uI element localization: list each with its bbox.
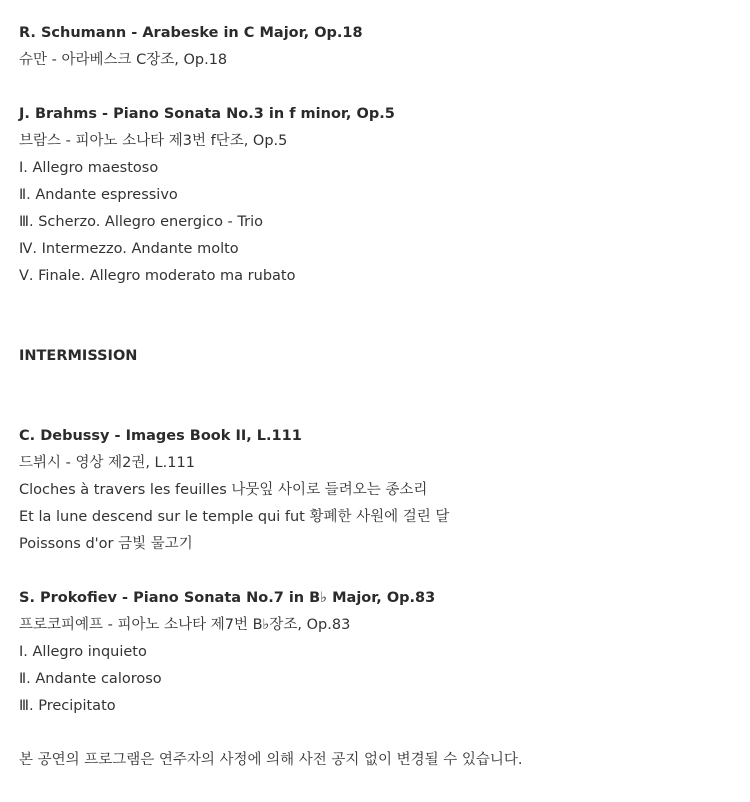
movement-item: Ⅰ. Allegro maestoso bbox=[19, 160, 159, 176]
piece-title: J. Brahms - Piano Sonata No.3 in f minor, Op.5 bbox=[19, 106, 395, 122]
movement-item: Ⅲ. Scherzo. Allegro energico - Trio bbox=[19, 214, 263, 230]
piece-title-korean: 브람스 - 피아노 소나타 제3번 f단조, Op.5 bbox=[19, 133, 288, 149]
piece-title-korean: 드뷔시 - 영상 제2권, L.111 bbox=[19, 455, 195, 471]
movement-item: Ⅱ. Andante caloroso bbox=[19, 671, 162, 687]
movement-item: Et la lune descend sur le temple qui fut 황폐한 사원에 걸린 달 bbox=[19, 509, 450, 525]
movement-item: Ⅳ. Intermezzo. Andante molto bbox=[19, 241, 239, 257]
spacer bbox=[19, 74, 739, 101]
piece-title: C. Debussy - Images Book II, L.111 bbox=[19, 428, 302, 444]
spacer bbox=[19, 290, 739, 343]
program-change-notice: 본 공연의 프로그램은 연주자의 사정에 의해 사전 공지 없이 변경될 수 있습니다. bbox=[19, 752, 523, 768]
movement-item: Ⅴ. Finale. Allegro moderato ma rubato bbox=[19, 268, 296, 284]
piece-schumann bbox=[19, 20, 739, 74]
piece-prokofiev bbox=[19, 585, 739, 720]
spacer bbox=[19, 720, 739, 747]
concert-program bbox=[19, 20, 739, 774]
piece-title-korean: 슈만 - 아라베스크 C장조, Op.18 bbox=[19, 52, 228, 68]
piece-brahms bbox=[19, 101, 739, 290]
movement-item: Cloches à travers les feuilles 나뭇잎 사이로 들려오는 종소리 bbox=[19, 482, 428, 498]
piece-title: R. Schumann - Arabeske in C Major, Op.18 bbox=[19, 25, 363, 41]
movement-item: Ⅱ. Andante espressivo bbox=[19, 187, 178, 203]
movement-item: Ⅰ. Allegro inquieto bbox=[19, 644, 147, 660]
intermission-heading: INTERMISSION bbox=[19, 348, 138, 364]
spacer bbox=[19, 370, 739, 423]
piece-title-korean: 프로코피예프 - 피아노 소나타 제7번 B♭장조, Op.83 bbox=[19, 617, 351, 633]
movement-item: Ⅲ. Precipitato bbox=[19, 698, 116, 714]
piece-title: S. Prokofiev - Piano Sonata No.7 in B♭ Major, Op.83 bbox=[19, 590, 436, 606]
spacer bbox=[19, 558, 739, 585]
piece-debussy bbox=[19, 423, 739, 558]
movement-item: Poissons d'or 금빛 물고기 bbox=[19, 536, 193, 552]
